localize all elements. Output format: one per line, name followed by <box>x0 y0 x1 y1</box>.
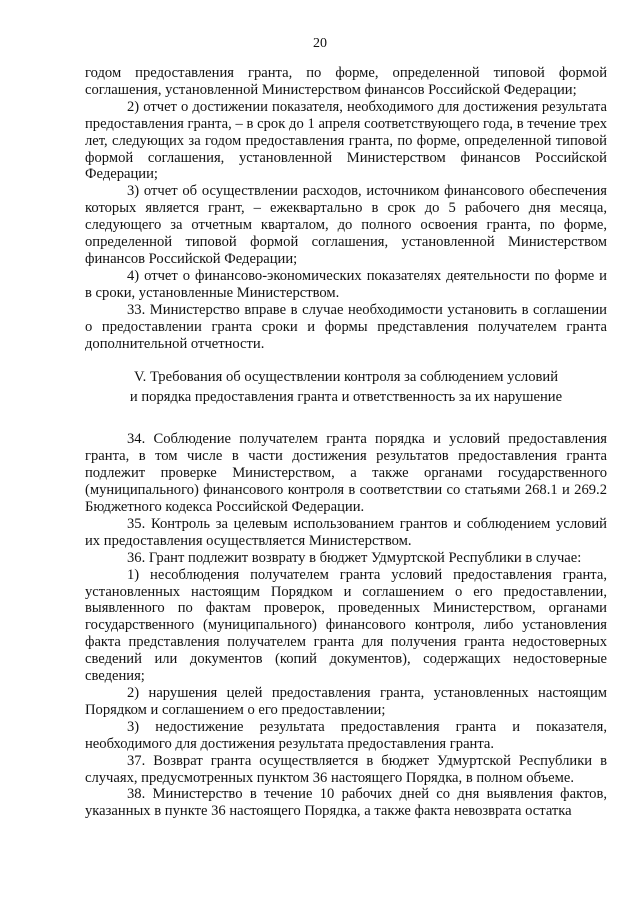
section-heading-line-1: V. Требования об осуществлении контроля за соблюдением условий <box>133 369 559 386</box>
paragraph-36-item-1: 1) несоблюдения получателем гранта условий предоставления гранта, установленных настоящим Порядком и соглашением о его предоставлении, выявленного по фактам проверок, проведенных Министерством, органами государственного (муниципального) финансового контроля, либо установления факта представления получателем гранта для получения гранта недостоверных сведений или документов (копий документов), содержащих недостоверные сведения; <box>85 566 607 685</box>
page-number: 20 <box>313 36 327 51</box>
paragraph-continuation: годом предоставления гранта, по форме, определенной типовой формой соглашения, установленной Министерством финансов Российской Федерации; <box>85 65 607 98</box>
paragraph-33: 33. Министерство вправе в случае необходимости установить в соглашении о предоставлении гранта сроки и формы представления получателем гранта дополнительной отчетности. <box>85 301 607 352</box>
paragraph-36-item-2: 2) нарушения целей предоставления гранта, установленных настоящим Порядком и соглашением о его предоставлении; <box>85 685 607 718</box>
paragraph-report-2: 2) отчет о достижении показателя, необходимого для достижения результата предоставления гранта, – в срок до 1 апреля соответствующего года, в течение трех лет, следующих за годом предоставления гранта, по форме, определенной типовой формой соглашения, установленной Министерством финансов Российской Федерации; <box>85 98 607 183</box>
document-body <box>85 65 607 820</box>
paragraph-37: 37. Возврат гранта осуществляется в бюджет Удмуртской Республики в случаях, предусмотренных пунктом 36 настоящего Порядка, в полном объеме. <box>85 752 607 786</box>
section-heading <box>85 368 607 407</box>
paragraph-36: 36. Грант подлежит возврату в бюджет Удмуртской Республики в случае: <box>127 549 582 566</box>
paragraph-34: 34. Соблюдение получателем гранта порядка и условий предоставления гранта, в том числе в части достижения результатов предоставления гранта подлежит проверке Министерством, а также органами государственного (муниципального) финансового контроля в соответствии со статьями 268.1 и 269.2 Бюджетного кодекса Российской Федерации. <box>85 431 607 516</box>
paragraph-36-item-3: 3) недостижение результата предоставления гранта и показателя, необходимого для достижения результата предоставления гранта. <box>85 718 607 752</box>
paragraph-report-4: 4) отчет о финансово-экономических показателях деятельности по форме и в сроки, установленные Министерством. <box>85 267 607 301</box>
section-heading-line-2: и порядка предоставления гранта и ответственность за их нарушение <box>129 388 563 405</box>
paragraph-38: 38. Министерство в течение 10 рабочих дней со дня выявления фактов, указанных в пункте 36 настоящего Порядка, а также факта невозврата остатка <box>85 786 607 820</box>
paragraph-report-3: 3) отчет об осуществлении расходов, источником финансового обеспечения которых является грант, – ежеквартально в срок до 5 рабочего дня месяца, следующего за отчетным кварталом, до полного освоения гранта, по форме, определенной типовой формой соглашения, установленной Министерством финансов Российской Федерации; <box>85 183 607 267</box>
paragraph-35: 35. Контроль за целевым использованием грантов и соблюдением условий их предоставления осуществляется Министерством. <box>85 515 607 549</box>
